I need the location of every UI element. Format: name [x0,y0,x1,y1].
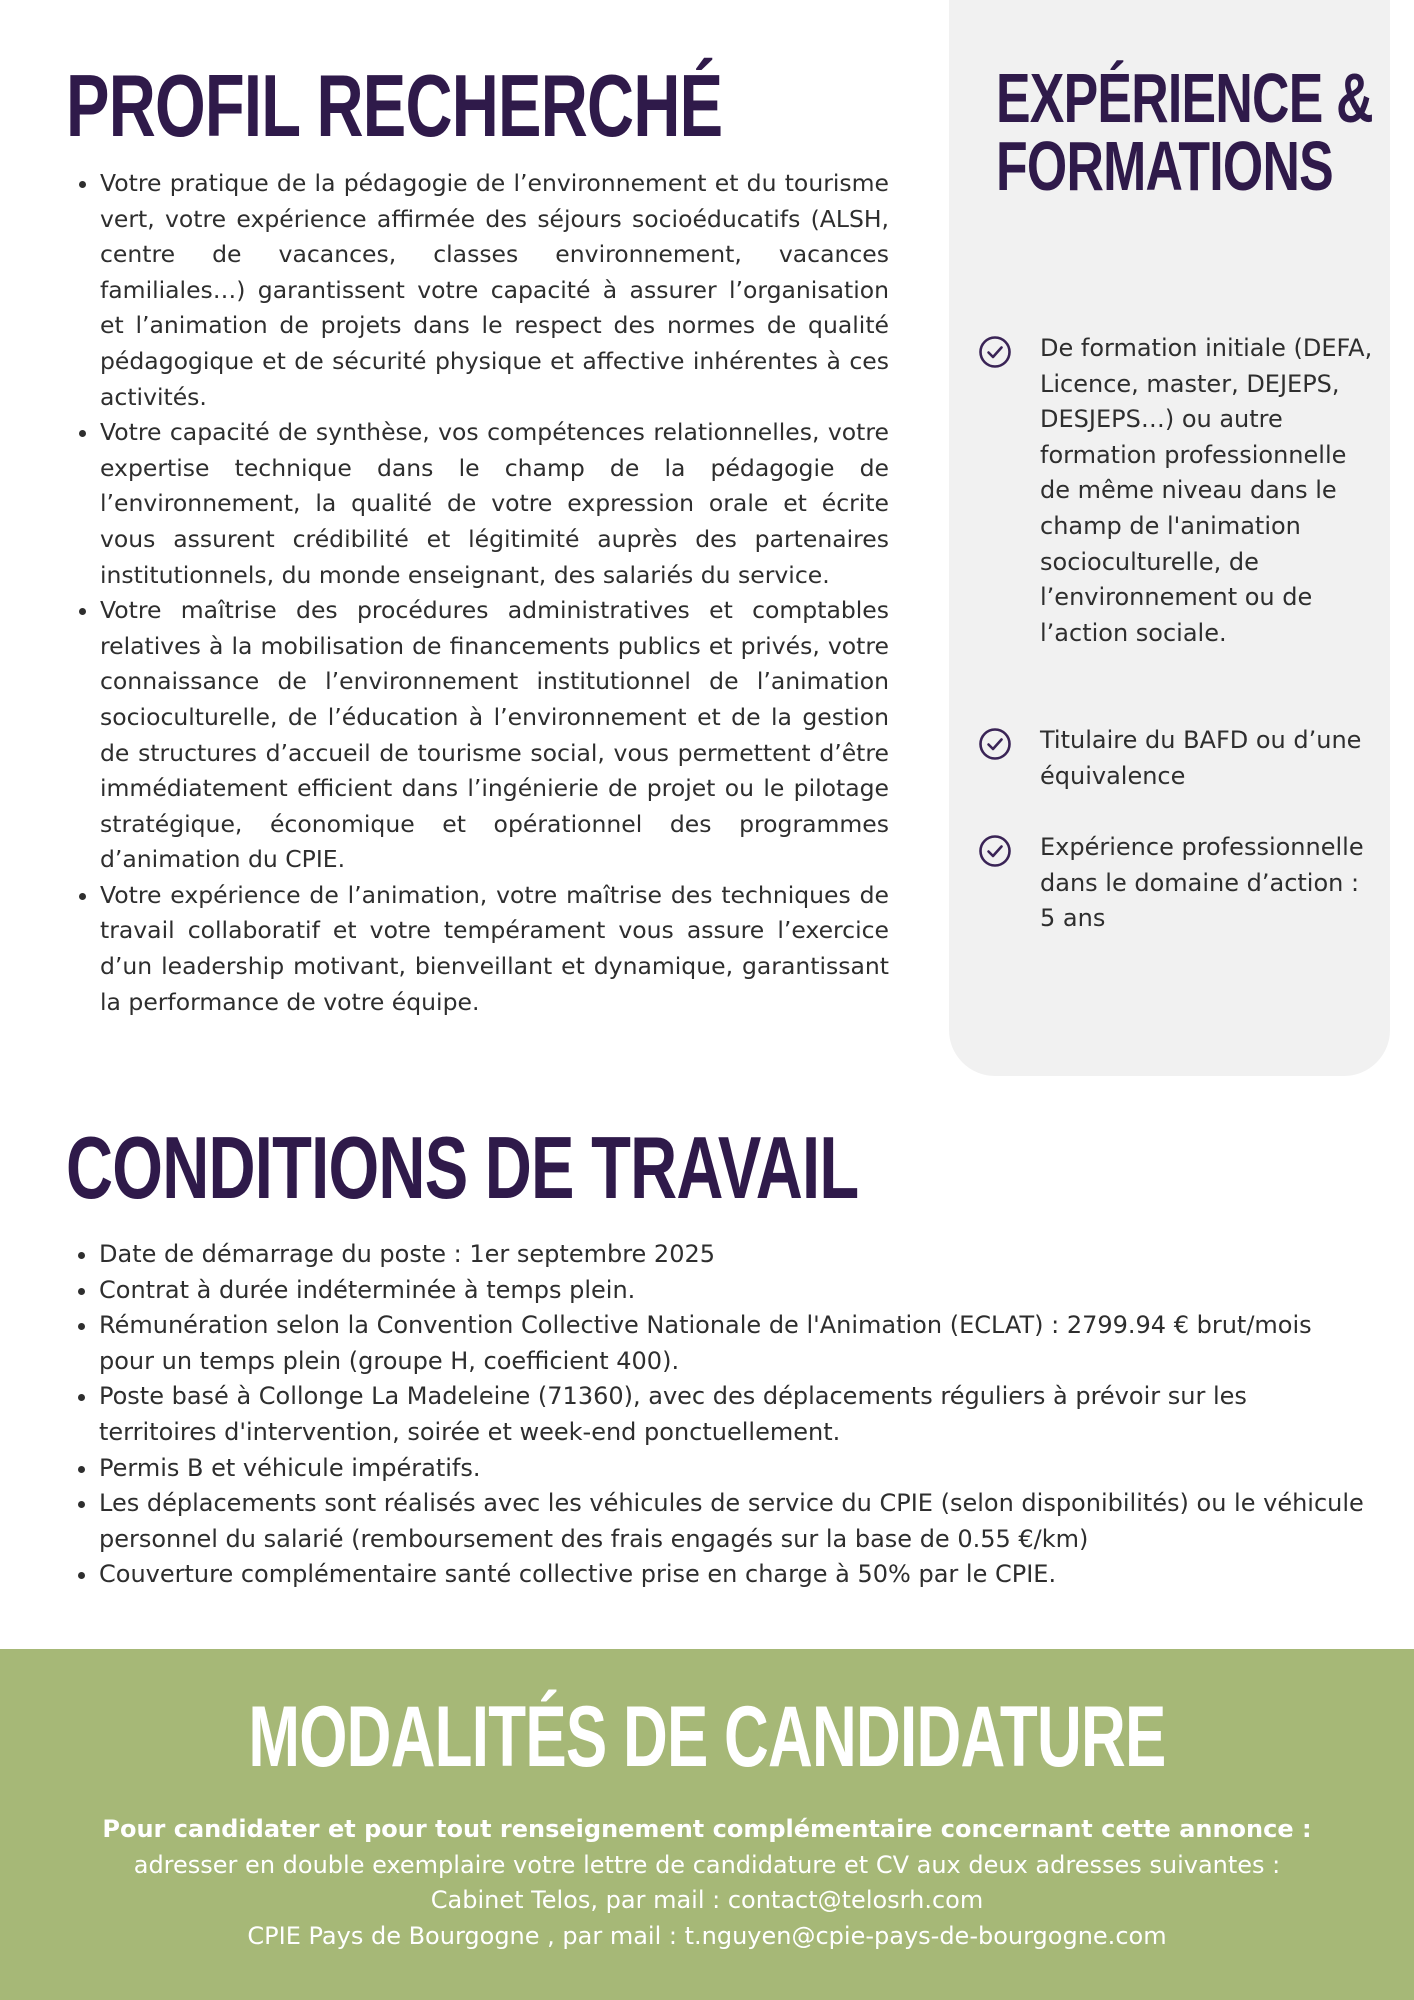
candidature-text [0,1812,1414,1954]
experience-item-text: Titulaire du BAFD ou d’une équivalence [1040,726,1362,790]
conditions-item: • Rémunération selon la Convention Collective Nationale de l'Animation (ECLAT) : 2799.94 € brut/mois pour un temps plein (groupe H, coefficient 400). [99,1308,1366,1379]
candidature-instructions: adresser en double exemplaire votre lettre de candidature et CV aux deux adresses suivantes : [133,1850,1281,1879]
profil-item: • Votre expérience de l’animation, votre maîtrise des techniques de travail collaboratif et votre tempérament vous assure l’exercice d’un leadership motivant, bienveillant et dynamique, garantissant la performance de votre équipe. [100,878,889,1020]
check-circle-icon [978,727,1012,761]
profil-item: • Votre maîtrise des procédures administratives et comptables relatives à la mobilisation de financements publics et privés, votre connaissance de l’environnement institutionnel de l’animation socioculturelle, de l’éducation à l’environnement et de la gestion de structures d’accueil de tourisme social, vous permettent d’être immédiatement efficient dans l’ingénierie de projet ou le pilotage stratégique, économique et opérationnel des programmes d’animation du CPIE. [100,593,889,878]
conditions-item: • Contrat à durée indéterminée à temps plein. [99,1273,1366,1309]
candidature-title-text: MODALITÉS DE CANDIDATURE [248,1689,1166,1785]
conditions-item: • Permis B et véhicule impératifs. [99,1451,1366,1487]
candidature-contact-cpie: CPIE Pays de Bourgogne , par mail : t.nguyen@cpie-pays-de-bourgogne.com [247,1921,1167,1950]
profil-title: PROFIL RECHERCHÉ [66,56,723,155]
experience-item-text: Expérience professionnelle dans le domaine d’action : 5 ans [1040,833,1364,933]
candidature-intro: Pour candidater et pour tout renseignement complémentaire concernant cette annonce : [102,1815,1312,1843]
conditions-title: CONDITIONS DE TRAVAIL [66,1118,859,1217]
experience-title-line: FORMATIONS [996,127,1333,205]
check-circle-icon [978,335,1012,369]
conditions-item: • Poste basé à Collonge La Madeleine (71360), avec des déplacements réguliers à prévoir sur les territoires d'intervention, soirée et week-end ponctuellement. [99,1379,1366,1450]
conditions-list [66,1237,1366,1593]
experience-title [996,59,1373,205]
profil-item: • Votre capacité de synthèse, vos compétences relationnelles, votre expertise technique dans le champ de la pédagogie de l’environnement, la qualité de votre expression orale et écrite vous assurent crédibilité et légitimité auprès des partenaires institutionnels, du monde enseignant, des salariés du service. [100,415,889,593]
profil-item: • Votre pratique de la pédagogie de l’environnement et du tourisme vert, votre expérience affirmée des séjours socioéducatifs (ALSH, centre de vacances, classes environnement, vacances familiales…) garantissent votre capacité à assurer l’organisation et l’animation de projets dans le respect des normes de qualité pédagogique et de sécurité physique et affective inhérentes à ces activités. [100,166,889,415]
experience-title-line: EXPÉRIENCE & [996,59,1373,137]
candidature-title [0,1689,1414,1785]
conditions-item: • Couverture complémentaire santé collective prise en charge à 50% par le CPIE. [99,1557,1366,1593]
conditions-item: • Les déplacements sont réalisés avec les véhicules de service du CPIE (selon disponibilités) ou le véhicule personnel du salarié (remboursement des frais engagés sur la base de 0.55 €/km) [99,1486,1366,1557]
check-circle-icon [978,834,1012,868]
candidature-contact-telos: Cabinet Telos, par mail : contact@telosrh.com [430,1886,984,1915]
conditions-item: • Date de démarrage du poste : 1er septembre 2025 [99,1237,1366,1273]
profil-list [66,166,889,1020]
experience-item-text: De formation initiale (DEFA, Licence, master, DEJEPS, DESJEPS…) ou autre formation professionnelle de même niveau dans le champ de l'animation socioculturelle, de l’environnement ou de l’action sociale. [1040,334,1373,647]
